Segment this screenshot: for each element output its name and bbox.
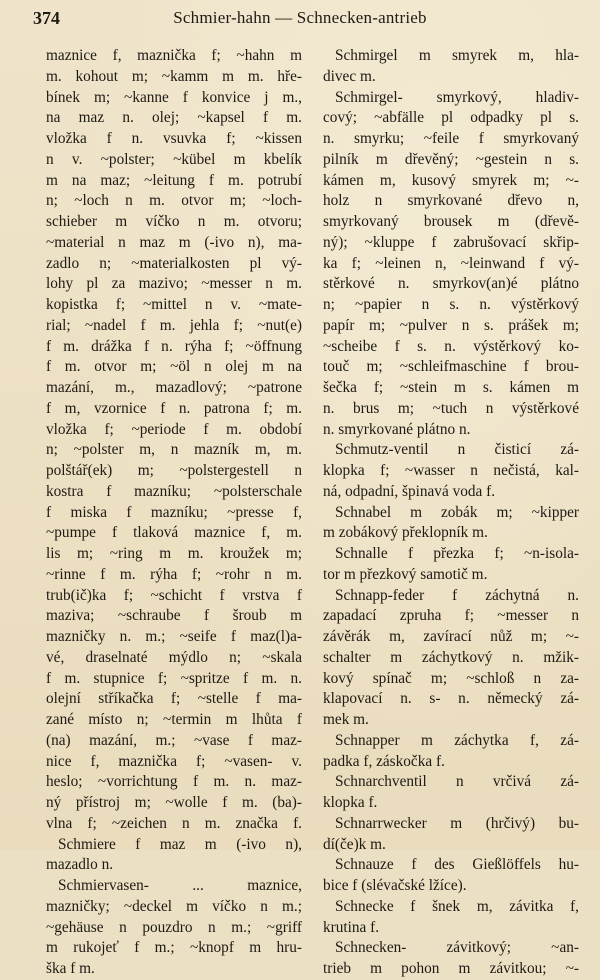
text-line: f m. otvor m; ~öl n olej m na <box>46 358 302 376</box>
text-line: padka f, záskočka f. <box>323 752 445 770</box>
text-line: tor m přezkový samotič m. <box>323 565 488 583</box>
text-line: Schnapp-feder f záchytná n. <box>335 586 579 604</box>
text-line: ný přístroj m; ~wolle f m. (ba)- <box>46 794 302 811</box>
text-line: n; ~polster m, n mazník m, m. <box>46 441 302 459</box>
text-line: n. brus m; ~tuch n výstěrkové <box>323 399 579 417</box>
text-line: kostra f mazníku; ~polsterschale <box>46 482 302 500</box>
text-line: mazadlo n. <box>46 856 114 874</box>
text-line: (na) mazání, m.; ~vase f maz- <box>46 731 302 749</box>
text-line: nice f, maznička f; ~vasen- v. <box>46 752 302 770</box>
text-line: šečka f; ~stein m s. kámen m <box>323 379 579 396</box>
text-line: vložka f n. vsuvka f; ~kissen <box>46 130 302 147</box>
text-line: vlna f; ~zeichen n m. značka f. <box>46 814 302 832</box>
text-line: Schmutz-ventil n čisticí zá- <box>335 441 579 459</box>
text-line: polštář(ek) m; ~polstergestell n <box>46 462 302 479</box>
text-line: m. kohout m; ~kamm m m. hře- <box>46 67 302 85</box>
text-line: n; ~loch n m. otvor m; ~loch- <box>46 192 302 210</box>
text-line: heslo; ~vorrichtung f m. n. maz- <box>46 773 302 791</box>
text-line: schieber m víčko n m. otvoru; <box>46 213 302 230</box>
text-line: kový spínač m; ~schloß n za- <box>323 669 579 687</box>
text-line: vé, draselnaté mýdlo n; ~skala <box>46 648 302 666</box>
text-line: ~pumpe f tlaková maznice f, m. <box>46 524 302 542</box>
page-header <box>0 8 600 32</box>
text-line: závěrák m, zavírací nůž m; ~- <box>323 628 579 645</box>
text-line: Schnecke f šnek m, závitka f, <box>335 897 579 915</box>
text-line: ná, odpadní, špinavá voda f. <box>323 482 496 500</box>
text-line: mek m. <box>323 711 369 728</box>
text-line: mazničky n. m.; ~seife f maz(l)a- <box>46 628 302 645</box>
text-line: n. smyrkované plátno n. <box>323 420 471 438</box>
text-line: papír m; ~pulver n s. prášek m; <box>323 316 579 334</box>
text-line: zadlo n; ~materialkosten pl vý- <box>46 254 302 272</box>
text-line: olejní stříkačka f; ~stelle f ma- <box>46 690 302 708</box>
text-line: f m. stupnice f; ~spritze f m. n. <box>46 669 302 687</box>
running-head: Schmier-hahn — Schnecken-antrieb <box>173 8 427 27</box>
text-line: Schmiere f maz m (-ivo n), <box>58 835 302 853</box>
text-line: ka f; ~leinen n, ~leinwand f vý- <box>323 254 579 272</box>
text-line: bice f (slévačské lžíce). <box>323 877 467 894</box>
text-line: touč m; ~schleifmaschine f brou- <box>323 358 579 376</box>
text-line: f m. drážka f n. rýha f; ~öffnung <box>46 337 302 355</box>
text-line: Schnecken- závitkový; ~an- <box>335 939 579 957</box>
text-line: klopka f. <box>323 794 378 811</box>
text-line: maziva; ~schraube f šroub m <box>46 607 302 625</box>
text-line: Schnabel m zobák m; ~kipper <box>335 503 579 521</box>
text-line: Schmirgel m smyrek m, hla- <box>335 47 579 64</box>
text-line: bínek m; ~kanne f konvice j m., <box>46 88 302 106</box>
text-line: cový; ~abfälle pl odpadky pl s. <box>323 109 579 127</box>
text-line: n v. ~polster; ~kübel m kbelík <box>46 150 302 168</box>
text-line: vložka f; ~periode f m. období <box>46 420 302 438</box>
text-line: ška f m. <box>46 960 95 977</box>
text-line: f miska f mazníku; ~presse f, <box>46 503 302 521</box>
text-line: Schnarrwecker m (hrčivý) bu- <box>335 814 579 832</box>
text-line: Schnarchventil n vrčivá zá- <box>335 773 579 791</box>
text-line: kopistka f; ~mittel n v. ~mate- <box>46 296 302 313</box>
text-line: klopka f; ~wasser n nečistá, kal- <box>323 462 579 479</box>
text-line: mazničky; ~deckel m víčko n m.; <box>46 897 302 915</box>
text-line: krutina f. <box>323 918 380 936</box>
text-line: zané místo n; ~termin m lhůta f <box>46 711 302 728</box>
text-line: ~material n maz m (-ivo n), ma- <box>46 233 302 251</box>
text-line: dí(če)k m. <box>323 835 386 853</box>
text-line: kámen m, kusový smyrek m; ~- <box>323 171 579 189</box>
text-line: Schmiervasen- ... maznice, <box>58 877 302 894</box>
text-line: pilník m dřevěný; ~gestein n s. <box>323 150 579 168</box>
text-line: m zobákový překlopník m. <box>323 524 488 542</box>
text-line: maznice f, maznička f; ~hahn m <box>46 47 302 64</box>
page-number: 374 <box>33 8 60 28</box>
text-line: na maz n. olej; ~kapsel f m. <box>46 109 302 127</box>
text-line: Schnauze f des Gießlöffels hu- <box>335 856 579 874</box>
text-line: n. smyrku; ~feile f smyrkovaný <box>323 130 579 147</box>
text-line: mazání, m., mazadlový; ~patrone <box>46 379 302 396</box>
text-line: m rukojeť f m.; ~knopf m hru- <box>46 939 302 957</box>
text-line: Schnapper m záchytka f, zá- <box>335 731 579 749</box>
text-line: n; ~papier n s. n. výstěrkový <box>323 296 579 313</box>
text-line: ~scheibe f s. n. výstěrkový ko- <box>323 337 579 355</box>
text-line: ný); ~kluppe f zabrušovací skřip- <box>323 233 579 251</box>
text-line: lis m; ~ring m m. kroužek m; <box>46 545 302 562</box>
text-line: divec m. <box>323 67 376 85</box>
text-line: ~gehäuse n pouzdro n m.; ~griff <box>46 918 302 936</box>
text-line: f m, vzornice f n. patrona f; m. <box>46 399 302 417</box>
text-line: Schmirgel- smyrkový, hladiv- <box>335 88 579 106</box>
text-line: trieb m pohon m závitkou; ~- <box>323 960 579 977</box>
text-line: m na maz; ~leitung f m. potrubí <box>46 171 302 189</box>
left-column <box>46 46 302 980</box>
text-line: Schnalle f přezka f; ~n-isola- <box>335 545 579 562</box>
right-column <box>323 46 579 980</box>
text-line: zapadací zpruha f; ~messer n <box>323 607 579 625</box>
text-line: stěrkové n. smyrkov(an)é plátno <box>323 275 579 293</box>
text-line: klapovací n. s- n. německý zá- <box>323 690 579 708</box>
text-line: ~rinne f m. rýha f; ~rohr n m. <box>46 565 302 583</box>
text-line: schalter m záchytkový n. mžik- <box>323 648 579 666</box>
text-line: lohy pl za mazivo; ~messer n m. <box>46 275 302 293</box>
text-line: smyrkovaný brousek m (dřevě- <box>323 213 579 230</box>
text-line: holz n smyrkované dřevo n, <box>323 192 579 210</box>
text-line: trub(ič)ka f; ~schicht f vrstva f <box>46 586 302 604</box>
text-line: rial; ~nadel f m. jehla f; ~nut(e) <box>46 316 302 334</box>
